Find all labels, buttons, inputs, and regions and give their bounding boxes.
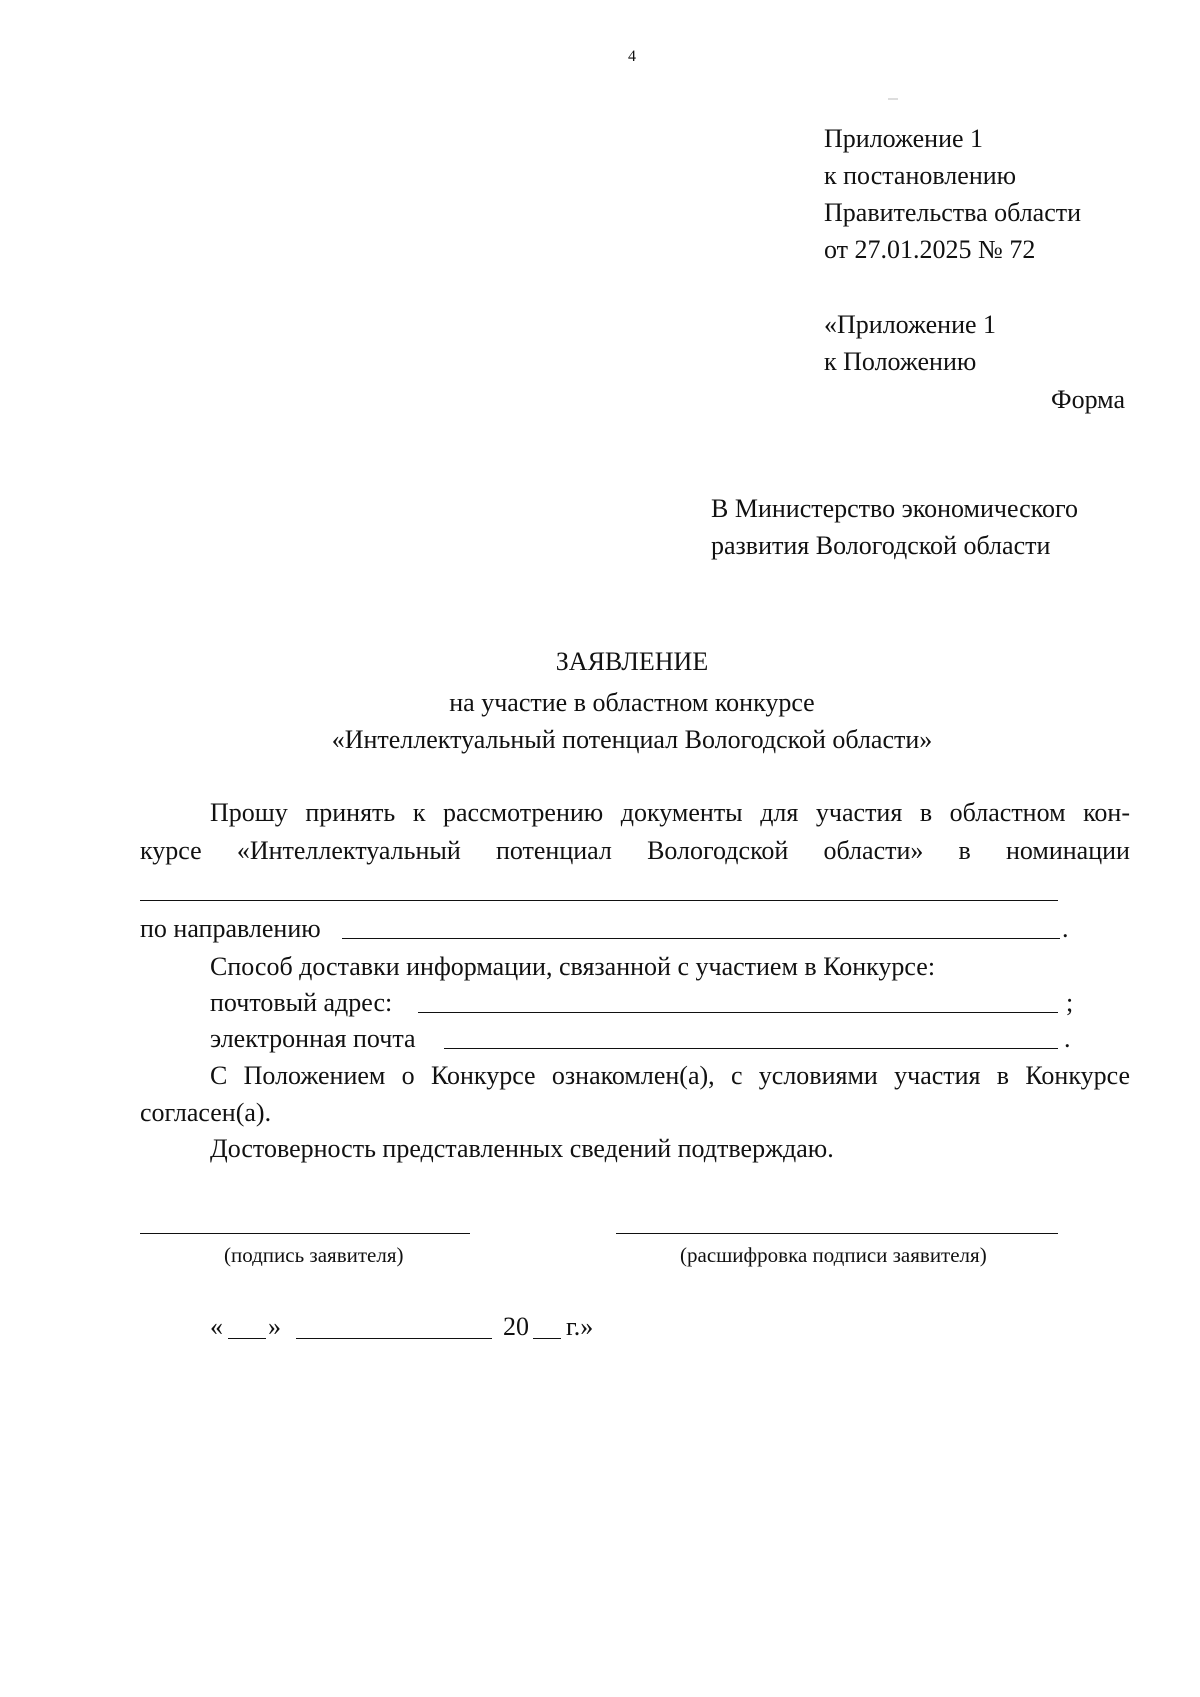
page-number: 4 bbox=[628, 48, 636, 65]
agreement-line-1: С Положением о Конкурсе ознакомлен(а), с условиями участия в Конкурсе bbox=[210, 1061, 1130, 1090]
email-period: . bbox=[1064, 1024, 1071, 1053]
direction-period: . bbox=[1062, 914, 1069, 943]
document-subtitle-2: «Интеллектуальный потенциал Вологодской области» bbox=[331, 725, 933, 754]
approval-line-2: к постановлению bbox=[824, 161, 1017, 190]
addressee-line-1: В Министерство экономического bbox=[711, 494, 1079, 523]
request-word: номинации bbox=[1005, 836, 1130, 865]
approval-line-4: от 27.01.2025 № 72 bbox=[824, 235, 1036, 264]
signature-decoding-caption: (расшифровка подписи заявителя) bbox=[680, 1243, 987, 1267]
annex-block bbox=[824, 308, 996, 382]
signature-decoding-field[interactable] bbox=[616, 1233, 1058, 1234]
date-month-field[interactable] bbox=[296, 1338, 492, 1339]
agreement-line-2: согласен(а). bbox=[140, 1098, 272, 1127]
document-title: ЗАЯВЛЕНИЕ bbox=[555, 647, 709, 676]
postal-address-label: почтовый адрес: bbox=[210, 988, 393, 1017]
email-field[interactable] bbox=[444, 1048, 1058, 1049]
approval-line-3: Правительства области bbox=[824, 198, 1082, 227]
nomination-field[interactable] bbox=[140, 900, 1058, 901]
date-year-field[interactable] bbox=[533, 1338, 561, 1339]
form-label: Форма bbox=[1051, 385, 1125, 414]
date-open-quote: « bbox=[210, 1312, 223, 1341]
request-word: Вологодской bbox=[647, 836, 789, 865]
date-year-prefix: 20 bbox=[503, 1312, 529, 1341]
request-word: потенциал bbox=[495, 836, 612, 865]
approval-line-1: Приложение 1 bbox=[824, 124, 984, 153]
date-year-suffix: г.» bbox=[566, 1312, 594, 1341]
postal-address-field[interactable] bbox=[418, 1012, 1058, 1013]
annex-line-2: к Положению bbox=[824, 347, 977, 376]
request-word: курсе bbox=[140, 836, 202, 865]
direction-field[interactable] bbox=[342, 938, 1060, 939]
request-word: области» bbox=[823, 836, 924, 865]
approval-block bbox=[824, 122, 1081, 270]
direction-label: по направлению bbox=[140, 914, 321, 943]
signature-caption: (подпись заявителя) bbox=[224, 1243, 404, 1267]
request-word: «Интеллектуальный bbox=[236, 836, 461, 865]
annex-line-1: «Приложение 1 bbox=[824, 310, 997, 339]
signature-field[interactable] bbox=[140, 1233, 470, 1234]
document-subtitle-1: на участие в областном конкурсе bbox=[449, 688, 815, 717]
postal-semicolon: ; bbox=[1066, 988, 1074, 1017]
addressee-block bbox=[711, 492, 1078, 566]
date-day-field[interactable] bbox=[228, 1338, 266, 1339]
request-line-2 bbox=[140, 834, 1130, 868]
request-word: в bbox=[958, 836, 971, 865]
delivery-method-text: Способ доставки информации, связанной с участием в Конкурсе: bbox=[210, 952, 936, 981]
date-close-quote: » bbox=[268, 1312, 281, 1341]
request-line-1: Прошу принять к рассмотрению документы для участия в областном кон- bbox=[210, 798, 1130, 827]
addressee-line-2: развития Вологодской области bbox=[711, 531, 1051, 560]
email-label: электронная почта bbox=[210, 1024, 416, 1053]
scan-speck bbox=[888, 98, 898, 100]
confirmation-text: Достоверность представленных сведений подтверждаю. bbox=[210, 1134, 834, 1163]
